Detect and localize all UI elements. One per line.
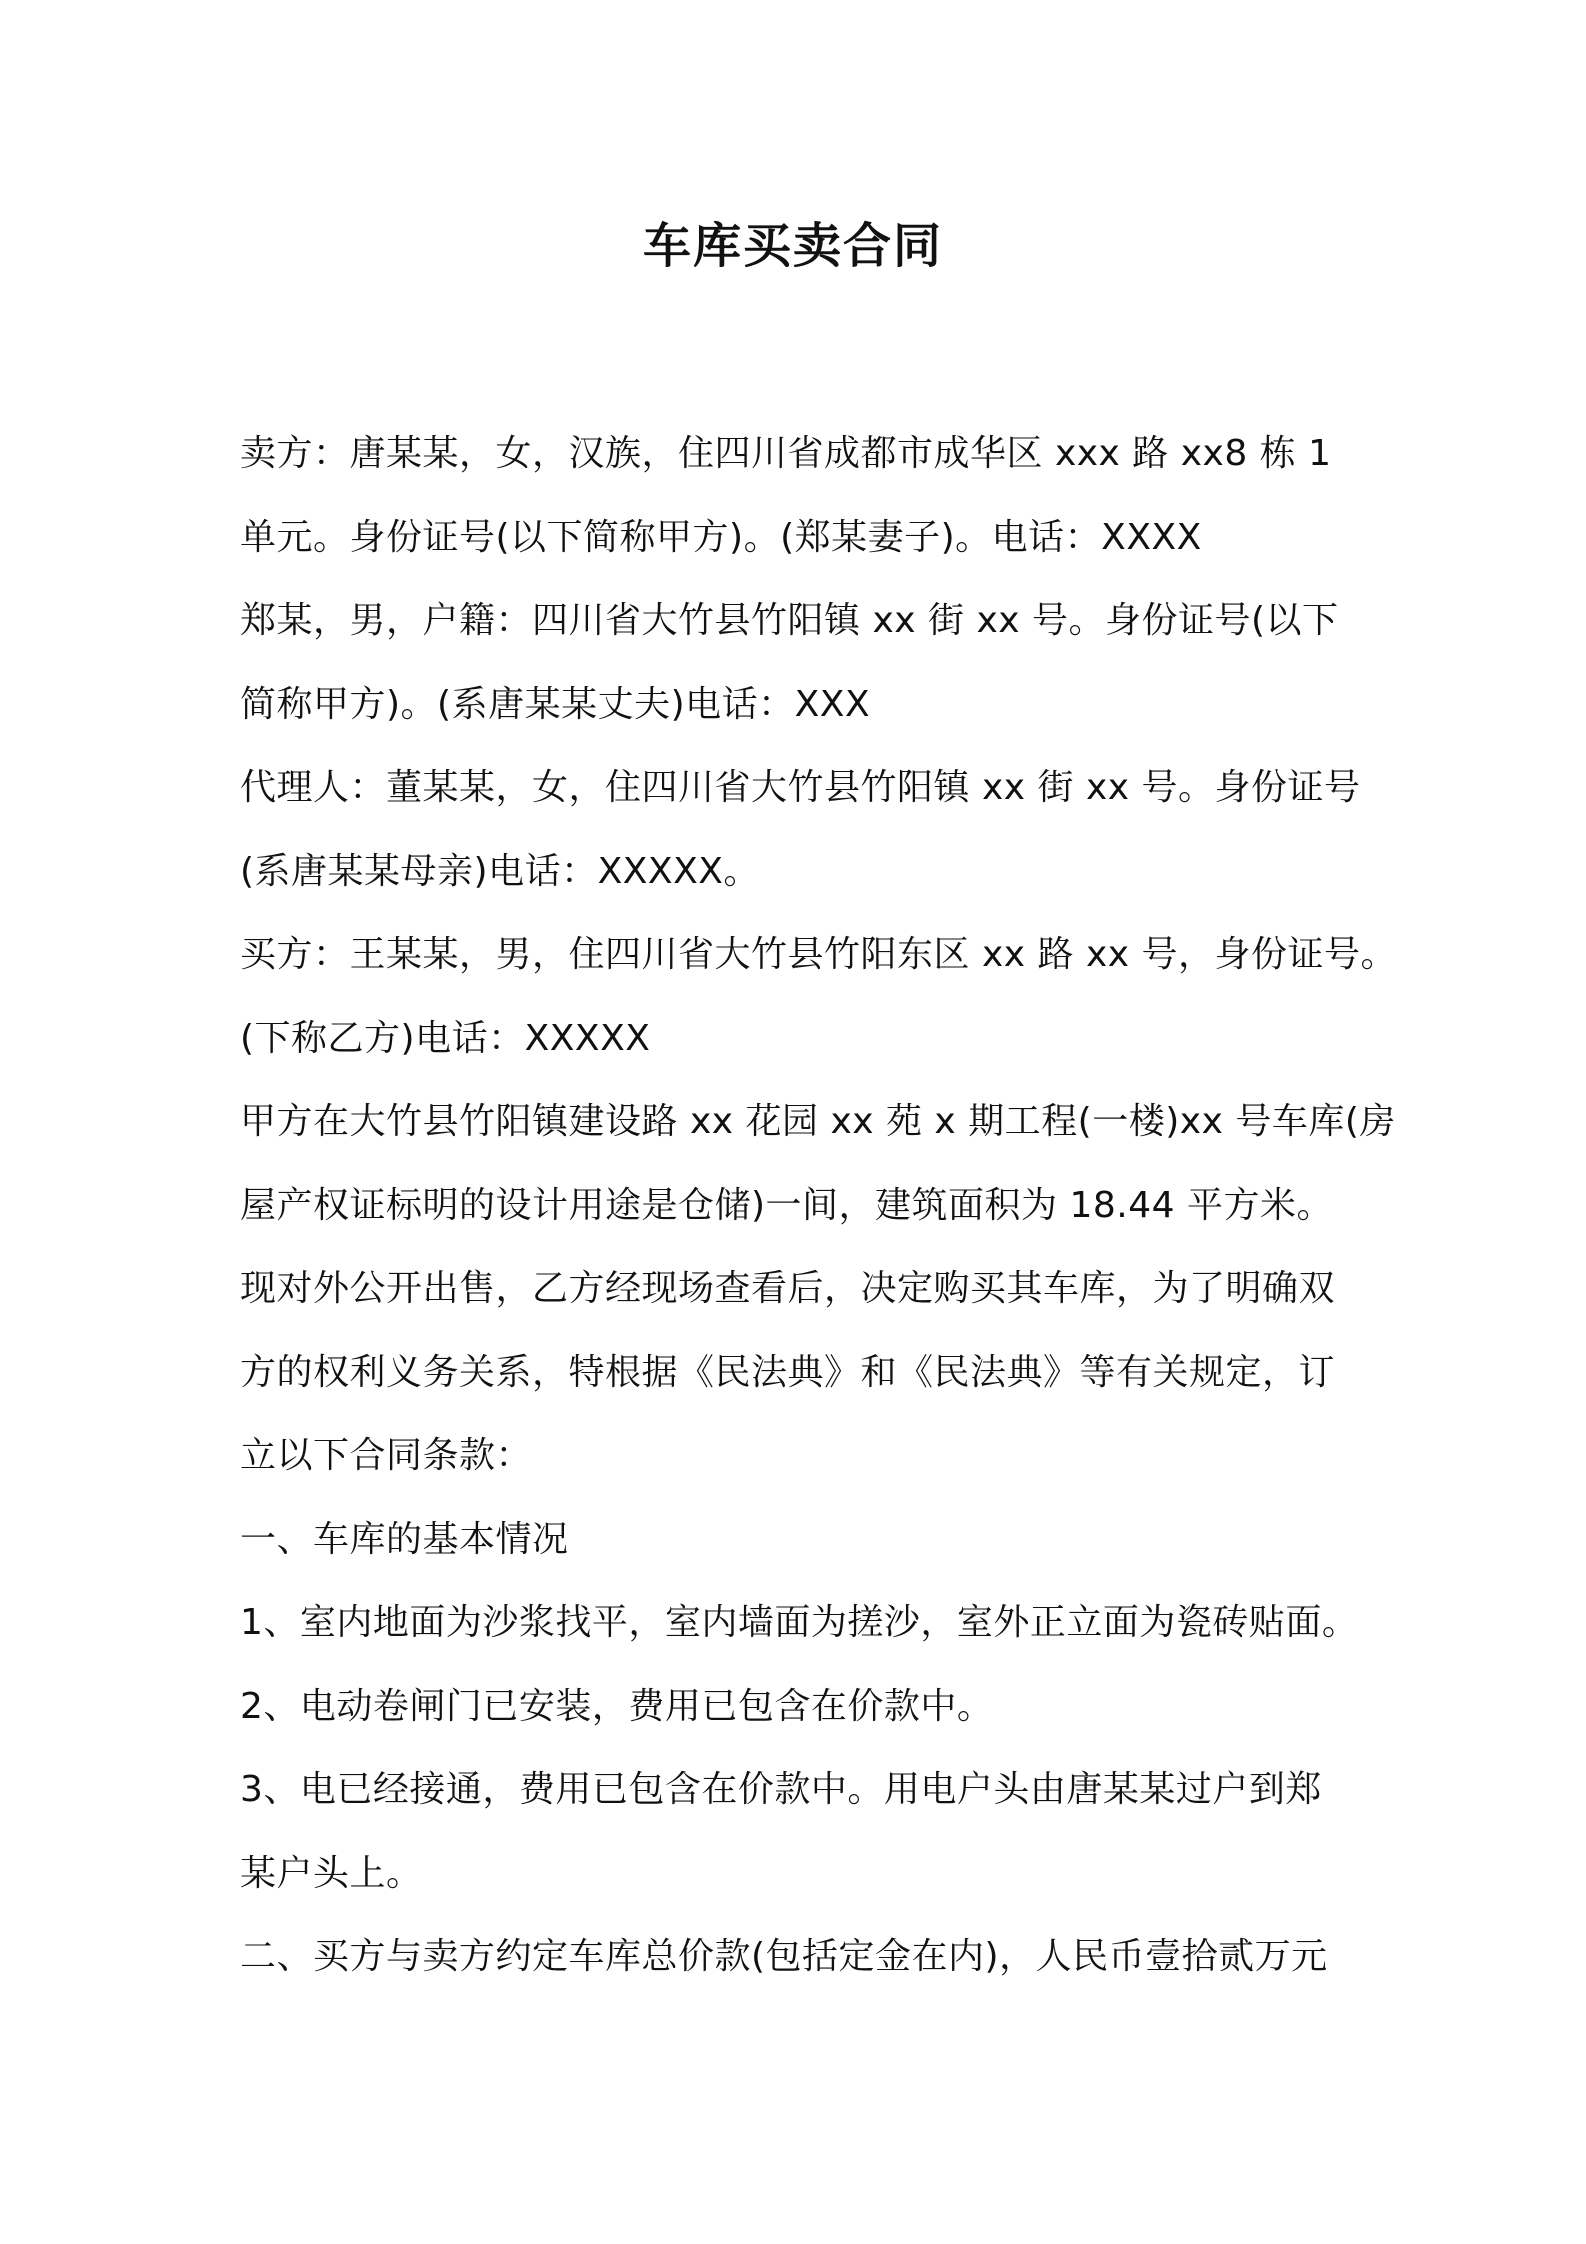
text-line: (下称乙方)电话：XXXXX — [240, 1017, 651, 1059]
document-body — [240, 412, 1397, 1999]
text-line: 屋产权证标明的设计用途是仓储)一间，建筑面积为 18.44 平方米。 — [240, 1184, 1333, 1226]
section-heading: 二、买方与卖方约定车库总价款(包括定金在内)，人民币壹拾贰万元 — [240, 1936, 1328, 1977]
text-line: 郑某，男，户籍：四川省大竹县竹阳镇 xx 街 xx 号。身份证号(以下 — [240, 600, 1339, 641]
document-title: 车库买卖合同 — [642, 218, 943, 274]
text-line: 单元。身份证号(以下简称甲方)。(郑某妻子)。电话：XXXX — [240, 516, 1202, 558]
text-line: 卖方：唐某某，女，汉族，住四川省成都市成华区 xxx 路 xx8 栋 1 — [240, 433, 1332, 474]
list-item: 1、室内地面为沙浆找平，室内墙面为搓沙，室外正立面为瓷砖贴面。 — [240, 1602, 1359, 1643]
text-line: (系唐某某母亲)电话：XXXXX。 — [240, 850, 760, 892]
text-line: 买方：王某某，男，住四川省大竹县竹阳东区 xx 路 xx 号，身份证号。 — [240, 934, 1397, 975]
text-line: 某户头上。 — [240, 1852, 423, 1894]
section-heading: 一、车库的基本情况 — [240, 1518, 569, 1560]
text-line: 简称甲方)。(系唐某某丈夫)电话：XXX — [240, 683, 871, 725]
text-line: 现对外公开出售，乙方经现场查看后，决定购买其车库，为了明确双 — [240, 1268, 1336, 1309]
text-line: 立以下合同条款： — [240, 1435, 533, 1476]
list-item: 3、电已经接通，费用已包含在价款中。用电户头由唐某某过户到郑 — [240, 1769, 1322, 1810]
text-line: 方的权利义务关系，特根据《民法典》和《民法典》等有关规定，订 — [240, 1351, 1336, 1393]
text-line: 代理人：董某某，女，住四川省大竹县竹阳镇 xx 街 xx 号。身份证号 — [240, 767, 1361, 808]
list-item: 2、电动卷闸门已安装，费用已包含在价款中。 — [240, 1685, 994, 1727]
text-line: 甲方在大竹县竹阳镇建设路 xx 花园 xx 苑 x 期工程(一楼)xx 号车库(房 — [240, 1101, 1396, 1142]
